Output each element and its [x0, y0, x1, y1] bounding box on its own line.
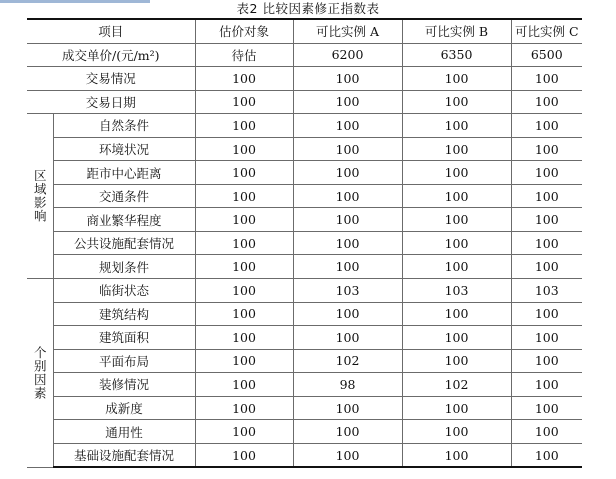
row-label: 公共设施配套情况 [53, 231, 195, 255]
row-label: 平面布局 [53, 349, 195, 373]
cell-case-c: 103 [511, 279, 582, 303]
table-row [27, 373, 582, 397]
table-row [27, 255, 582, 279]
row-label: 商业繁华程度 [53, 208, 195, 232]
table-row [27, 302, 582, 326]
row-label: 规划条件 [53, 255, 195, 279]
comparison-factor-table [27, 18, 582, 468]
row-label: 距市中心距离 [53, 161, 195, 185]
cell-case-a: 100 [293, 67, 402, 91]
cell-case-b: 100 [402, 184, 511, 208]
table-row [27, 443, 582, 467]
cell-case-a: 100 [293, 396, 402, 420]
table-row [27, 114, 582, 138]
cell-subject: 100 [195, 161, 293, 185]
cell-case-a: 98 [293, 373, 402, 397]
cell-case-c: 100 [511, 137, 582, 161]
cell-case-b: 100 [402, 396, 511, 420]
cell-case-c: 100 [511, 396, 582, 420]
cell-subject: 100 [195, 255, 293, 279]
cell-case-a: 103 [293, 279, 402, 303]
cell-case-a: 102 [293, 349, 402, 373]
table-row [27, 90, 582, 114]
price-row [27, 43, 582, 67]
row-label: 建筑面积 [53, 326, 195, 350]
row-label: 交易情况 [27, 67, 195, 91]
cell-case-b: 100 [402, 161, 511, 185]
cell-case-c: 100 [511, 302, 582, 326]
table-row [27, 326, 582, 350]
row-label: 装修情况 [53, 373, 195, 397]
cell-case-b: 100 [402, 114, 511, 138]
group-label-individual: 个别因素 [27, 279, 53, 468]
cell-case-b: 100 [402, 443, 511, 467]
cell-case-a: 100 [293, 184, 402, 208]
cell-case-c: 100 [511, 184, 582, 208]
cell-subject: 100 [195, 208, 293, 232]
cell-subject: 100 [195, 137, 293, 161]
cell-case-a: 100 [293, 114, 402, 138]
cell-case-c: 100 [511, 373, 582, 397]
cell-case-a: 100 [293, 255, 402, 279]
row-label: 成新度 [53, 396, 195, 420]
cell-case-a: 100 [293, 90, 402, 114]
header-case-c: 可比实例 C [511, 19, 582, 43]
group-label-regional: 区域影响 [27, 114, 53, 279]
row-label: 交易日期 [27, 90, 195, 114]
cell-subject: 100 [195, 90, 293, 114]
cell-case-c: 100 [511, 114, 582, 138]
table-row [27, 231, 582, 255]
header-case-b: 可比实例 B [402, 19, 511, 43]
row-label: 通用性 [53, 420, 195, 444]
price-case-b: 6350 [402, 43, 511, 67]
row-label: 环境状况 [53, 137, 195, 161]
price-case-a: 6200 [293, 43, 402, 67]
cell-subject: 100 [195, 114, 293, 138]
cell-case-c: 100 [511, 231, 582, 255]
cell-case-b: 100 [402, 67, 511, 91]
cell-case-a: 100 [293, 420, 402, 444]
cell-subject: 100 [195, 326, 293, 350]
cell-case-a: 100 [293, 137, 402, 161]
header-row [27, 19, 582, 43]
cell-case-b: 100 [402, 326, 511, 350]
cell-case-b: 102 [402, 373, 511, 397]
cell-case-b: 103 [402, 279, 511, 303]
cell-subject: 100 [195, 67, 293, 91]
cell-subject: 100 [195, 443, 293, 467]
header-item: 项目 [27, 19, 195, 43]
cell-subject: 100 [195, 396, 293, 420]
cell-case-b: 100 [402, 255, 511, 279]
price-subject: 待估 [195, 43, 293, 67]
cell-case-a: 100 [293, 161, 402, 185]
cell-subject: 100 [195, 184, 293, 208]
cell-subject: 100 [195, 420, 293, 444]
cell-case-c: 100 [511, 420, 582, 444]
price-label: 成交单价/(元/m²) [27, 43, 195, 67]
table-row [27, 137, 582, 161]
table-title: 表2 比较因素修正指数表 [236, 1, 380, 16]
row-label: 自然条件 [53, 114, 195, 138]
cell-case-a: 100 [293, 208, 402, 232]
table-row [27, 67, 582, 91]
table-row [27, 420, 582, 444]
table-row [27, 396, 582, 420]
cell-case-c: 100 [511, 349, 582, 373]
table-row [27, 279, 582, 303]
cell-case-c: 100 [511, 443, 582, 467]
cell-case-c: 100 [511, 326, 582, 350]
cell-case-b: 100 [402, 90, 511, 114]
cell-case-b: 100 [402, 420, 511, 444]
row-label: 建筑结构 [53, 302, 195, 326]
cell-case-c: 100 [511, 255, 582, 279]
cell-subject: 100 [195, 302, 293, 326]
cell-case-b: 100 [402, 302, 511, 326]
row-label: 临街状态 [53, 279, 195, 303]
table-row [27, 349, 582, 373]
price-case-c: 6500 [511, 43, 582, 67]
cell-case-a: 100 [293, 443, 402, 467]
cell-case-b: 100 [402, 137, 511, 161]
cell-case-b: 100 [402, 231, 511, 255]
cell-case-a: 100 [293, 326, 402, 350]
table-row [27, 161, 582, 185]
table-row [27, 184, 582, 208]
cell-case-c: 100 [511, 67, 582, 91]
cell-case-c: 100 [511, 90, 582, 114]
cell-case-b: 100 [402, 208, 511, 232]
cell-case-c: 100 [511, 208, 582, 232]
cell-subject: 100 [195, 231, 293, 255]
cell-subject: 100 [195, 373, 293, 397]
table-row [27, 208, 582, 232]
cell-case-c: 100 [511, 161, 582, 185]
header-case-a: 可比实例 A [293, 19, 402, 43]
comparison-table-frame [27, 18, 582, 470]
cell-subject: 100 [195, 349, 293, 373]
header-subject: 估价对象 [195, 19, 293, 43]
cell-case-a: 100 [293, 302, 402, 326]
cell-subject: 100 [195, 279, 293, 303]
cell-case-a: 100 [293, 231, 402, 255]
row-label: 交通条件 [53, 184, 195, 208]
cell-case-b: 100 [402, 349, 511, 373]
row-label: 基础设施配套情况 [53, 443, 195, 467]
